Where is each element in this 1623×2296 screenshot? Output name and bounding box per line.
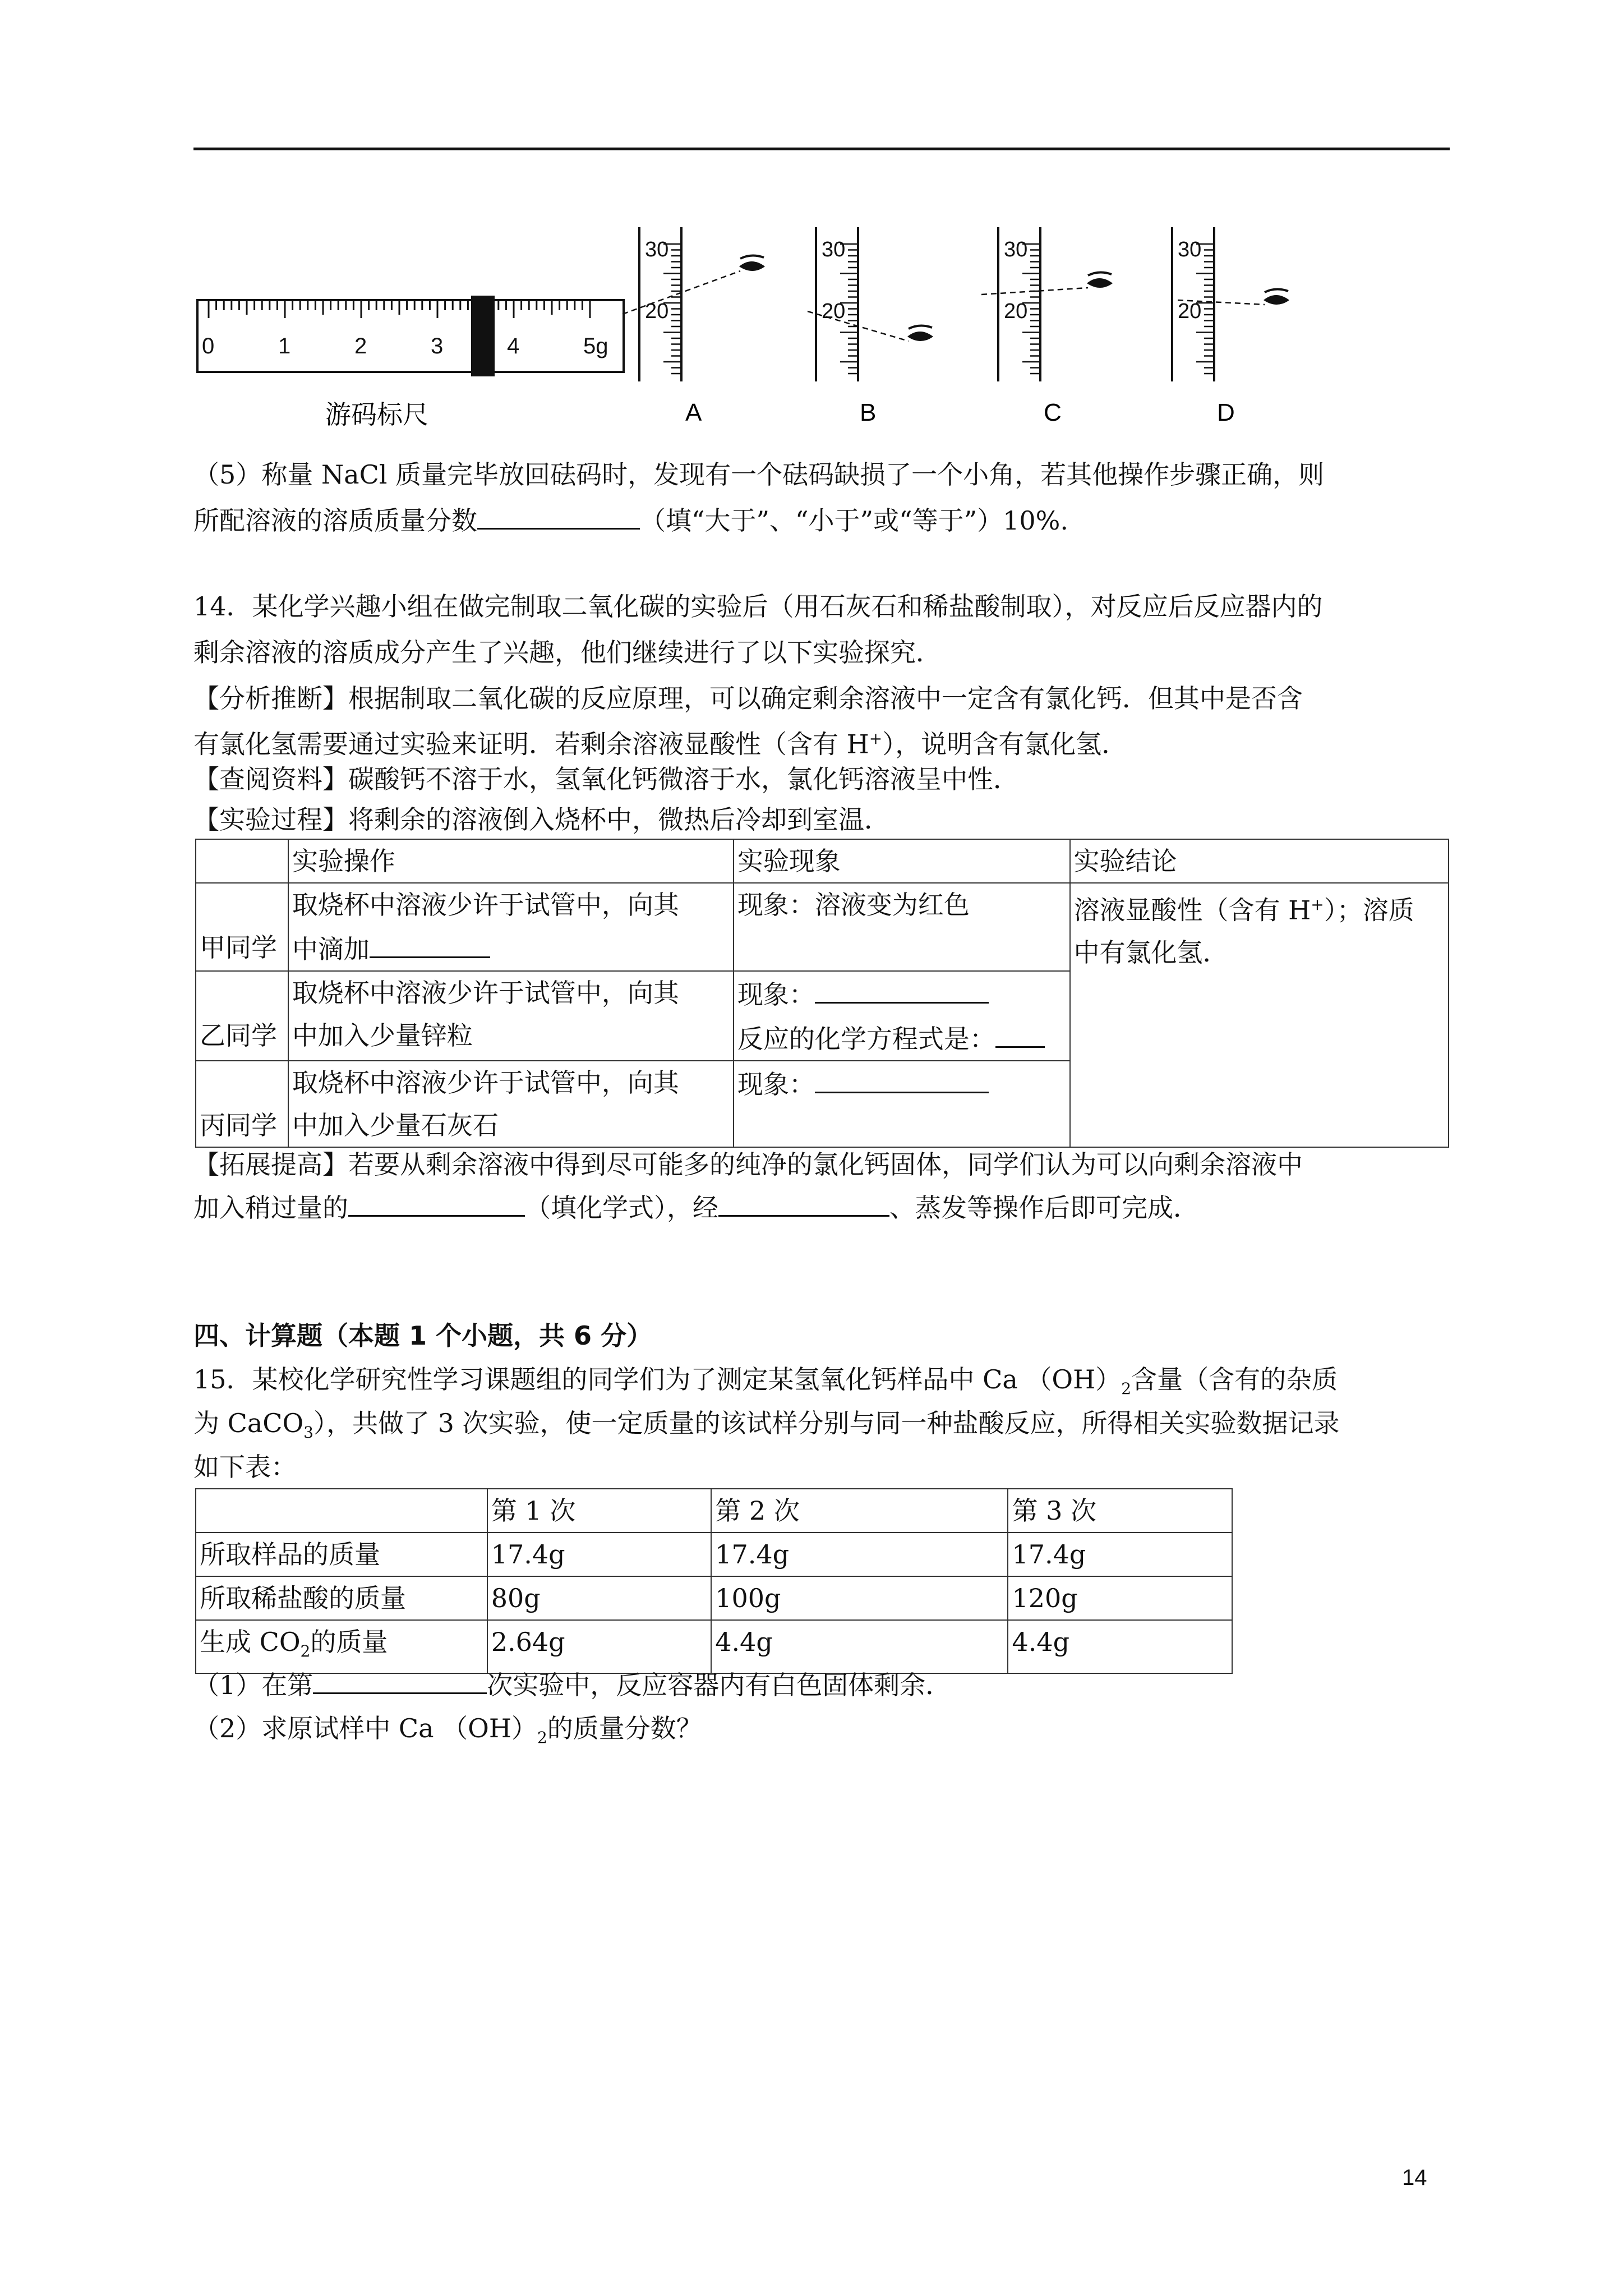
- eye-icon: [1264, 295, 1289, 305]
- ruler-tick-label: 0: [202, 334, 215, 358]
- q13-5-line1: （5）称量 NaCl 质量完毕放回砝码时，发现有一个砝码缺损了一个小角，若其他操作步骤正确，则: [193, 459, 1325, 490]
- header-trial-3: 第 3 次: [1008, 1489, 1232, 1533]
- q14-analysis-line1: 【分析推断】根据制取二氧化碳的反应原理，可以确定剩余溶液中一定含有氯化钙．但其中是否含: [193, 683, 1303, 714]
- trial-blank[interactable]: [313, 1662, 487, 1694]
- q15-sub1: （1）在第 次实验中，反应容器内有白色固体剩余．: [193, 1662, 1450, 1708]
- svg-text:30: 30: [645, 238, 669, 261]
- page-number: 14: [1402, 2165, 1427, 2190]
- svg-text:20: 20: [822, 300, 846, 323]
- ruler-tick-label: 5g: [583, 334, 608, 358]
- student-yi: 乙同学: [196, 971, 288, 1061]
- measurement-figure: [191, 216, 1301, 435]
- q15-line2: 为 CaCO$_3$），共做了 3 次实验，使一定质量的该试样分别与同一种盐酸反应，所得相关实验数据记录: [193, 1408, 1340, 1442]
- table-row: 所取样品的质量 17.4g 17.4g 17.4g: [196, 1533, 1232, 1576]
- option-c-label: C: [1044, 399, 1062, 426]
- svg-text:30: 30: [1178, 238, 1202, 261]
- option-d-label: D: [1217, 399, 1235, 426]
- figure-svg: [191, 216, 1301, 435]
- svg-text:30: 30: [822, 238, 846, 261]
- option-b-label: B: [860, 399, 877, 426]
- jia-operation: 取烧杯中溶液少许于试管中，向其 中滴加: [288, 883, 734, 971]
- header-rule: [193, 148, 1450, 150]
- svg-text:30: 30: [1004, 238, 1028, 261]
- q14-intro-line1: 14．某化学兴趣小组在做完制取二氧化碳的实验后（用石灰石和稀盐酸制取），对反应后反应器内的: [193, 591, 1323, 622]
- q13-5-line2: 所配溶液的溶质质量分数 （填“大于”、“小于”或“等于”）10%.: [193, 498, 1450, 544]
- q14-extension-line1: 【拓展提高】若要从剩余溶液中得到尽可能多的纯净的氯化钙固体，同学们认为可以向剩余溶液中: [193, 1149, 1303, 1180]
- q14-process: 【实验过程】将剩余的溶液倒入烧杯中，微热后冷却到室温．: [193, 804, 890, 835]
- ruler-rider: [471, 296, 495, 376]
- conclusion-cell: 溶液显酸性（含有 H+）；溶质 中有氯化氢．: [1070, 883, 1449, 1147]
- eye-icon: [907, 332, 933, 341]
- table-header-row: [196, 1489, 1232, 1533]
- jia-blank[interactable]: [370, 926, 490, 958]
- q15-line1: 15．某校化学研究性学习课题组的同学们为了测定某氢氧化钙样品中 Ca $(OH)_2$含量（含有的杂质: [193, 1364, 1338, 1398]
- table-header-row: [196, 839, 1449, 883]
- table-row: 所取稀盐酸的质量 80g 100g 120g: [196, 1576, 1232, 1620]
- header-phenomenon: 实验现象: [734, 839, 1070, 883]
- ruler-tick-label: 3: [431, 334, 444, 358]
- yi-phenomenon-blank[interactable]: [815, 972, 989, 1004]
- option-a-label: A: [685, 399, 702, 426]
- jia-phenomenon: 现象：溶液变为红色: [734, 883, 1070, 971]
- section4-heading: 四、计算题（本题 1 个小题，共 6 分）: [193, 1320, 653, 1351]
- table-row: [196, 883, 1449, 971]
- ruler-tick-label: 2: [354, 334, 367, 358]
- bing-blank[interactable]: [815, 1061, 989, 1093]
- student-bing: 丙同学: [196, 1061, 288, 1147]
- yi-phenomenon: 现象： 反应的化学方程式是：: [734, 971, 1070, 1061]
- svg-text:20: 20: [645, 300, 669, 323]
- svg-text:20: 20: [1178, 300, 1202, 323]
- svg-text:20: 20: [1004, 300, 1028, 323]
- q15-line3: 如下表：: [193, 1452, 297, 1482]
- q15-sub2: （2）求原试样中 Ca $(OH)_2$的质量分数？: [193, 1713, 702, 1747]
- yi-equation-blank[interactable]: [995, 1016, 1045, 1048]
- cylinder-c: [981, 227, 1113, 381]
- ruler-label: 游码标尺: [325, 400, 428, 429]
- formula-blank[interactable]: [348, 1185, 525, 1217]
- ruler-body: [197, 300, 624, 372]
- q14-intro-line2: 剩余溶液的溶质成分产生了兴趣，他们继续进行了以下实验探究．: [193, 637, 942, 668]
- q14-extension-line2: 加入稍过量的 （填化学式），经 、蒸发等操作后即可完成．: [193, 1185, 1450, 1231]
- q14-analysis-line2: 有氯化氢需要通过实验来证明．若剩余溶液显酸性（含有 H+），说明含有氯化氢．: [193, 729, 1128, 760]
- ruler-tick-label: 1: [278, 334, 291, 358]
- q15-data-table: [195, 1488, 1233, 1674]
- header-conclusion: 实验结论: [1070, 839, 1449, 883]
- bing-operation: 取烧杯中溶液少许于试管中，向其 中加入少量石灰石: [288, 1061, 734, 1147]
- q14-reference: 【查阅资料】碳酸钙不溶于水，氢氧化钙微溶于水，氯化钙溶液呈中性．: [193, 764, 1019, 794]
- header-trial-1: 第 1 次: [487, 1489, 712, 1533]
- student-jia: 甲同学: [196, 883, 288, 971]
- q14-experiment-table: [195, 839, 1449, 1148]
- bing-phenomenon: 现象：: [734, 1061, 1070, 1147]
- cylinder-b: [808, 227, 933, 381]
- eye-icon: [1087, 278, 1113, 288]
- header-trial-2: 第 2 次: [711, 1489, 1008, 1533]
- q13-5-blank[interactable]: [477, 498, 640, 530]
- table-row: 生成 $CO_2$的质量 2.64g 4.4g 4.4g: [196, 1620, 1232, 1673]
- ruler-tick-label: 4: [507, 334, 520, 358]
- eye-icon: [739, 261, 765, 271]
- yi-operation: 取烧杯中溶液少许于试管中，向其 中加入少量锌粒: [288, 971, 734, 1061]
- cylinder-a: [623, 227, 765, 381]
- cylinder-d: [1172, 227, 1289, 381]
- header-operation: 实验操作: [288, 839, 734, 883]
- operation-blank[interactable]: [718, 1185, 889, 1217]
